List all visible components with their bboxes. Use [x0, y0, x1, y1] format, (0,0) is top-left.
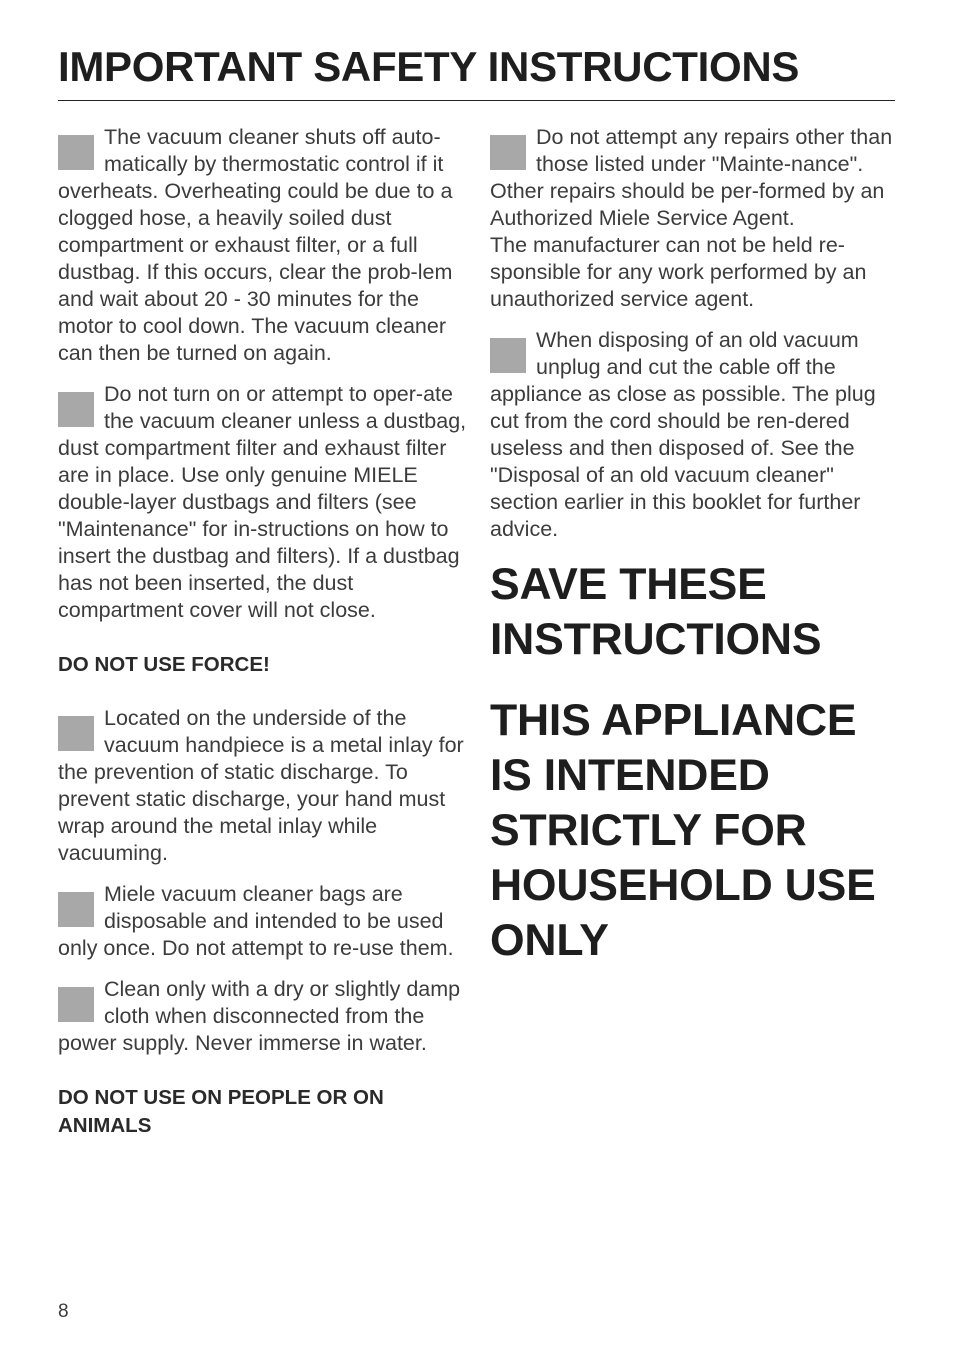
bullet-square-icon	[490, 338, 526, 373]
safety-item-repairs	[490, 124, 900, 313]
bullet-square-icon	[490, 135, 526, 170]
safety-text: Miele vacuum cleaner bags are disposable and intended to be used only once. Do not attempt to re-use them.	[58, 882, 454, 960]
safety-item-thermostat	[58, 124, 468, 367]
bullet-square-icon	[58, 987, 94, 1022]
right-column	[490, 124, 900, 968]
subheading-no-people: DO NOT USE ON PEOPLE OR ON ANIMALS	[58, 1086, 384, 1137]
safety-item-disposal	[490, 327, 900, 543]
safety-item-cleaning	[58, 976, 468, 1057]
left-column	[58, 124, 468, 1166]
safety-item-bags	[58, 881, 468, 962]
safety-text: Do not turn on or attempt to oper-ate the vacuum cleaner unless a dustbag, dust compartment filter and exhaust filter are in place. Use only genuine MIELE double-layer dustbags and filters (see "Maintenance" for in-structions on how to insert the dustbag and filters). If a dustbag has not been inserted, the dust compartment cover will not close.	[58, 382, 467, 622]
bullet-square-icon	[58, 892, 94, 927]
page-number: 8	[58, 1301, 69, 1322]
bullet-square-icon	[58, 135, 94, 170]
safety-text: Located on the underside of the vacuum handpiece is a metal inlay for the prevention of static discharge. To prevent static discharge, your hand must wrap around the metal inlay while vacuuming.	[58, 706, 464, 865]
heading-save-instructions: SAVE THESE INSTRUCTIONS	[490, 560, 822, 664]
page-title: IMPORTANT SAFETY INSTRUCTIONS	[58, 43, 800, 90]
bullet-square-icon	[58, 392, 94, 427]
safety-item-static	[58, 705, 468, 867]
safety-text: The manufacturer can not be held re-sponsible for any work performed by an unauthorized service agent.	[490, 233, 867, 311]
bullet-square-icon	[58, 716, 94, 751]
subheading-no-force: DO NOT USE FORCE!	[58, 653, 270, 676]
safety-text: Do not attempt any repairs other than those listed under "Mainte-nance". Other repairs should be per-formed by an Authorized Miele Service Agent.	[490, 125, 893, 230]
title-divider	[58, 100, 895, 101]
safety-text: Clean only with a dry or slightly damp cloth when disconnected from the power supply. Never immerse in water.	[58, 977, 461, 1055]
heading-household-use: THIS APPLIANCE IS INTENDED STRICTLY FOR HOUSEHOLD USE ONLY	[490, 696, 876, 965]
safety-item-filters	[58, 381, 468, 624]
safety-text: When disposing of an old vacuum unplug and cut the cable off the appliance as close as possible. The plug cut from the cord should be ren-dered useless and then disposed of. See the "Disposal of an old vacuum cleaner" section earlier in this booklet for further advice.	[490, 328, 876, 541]
safety-text: The vacuum cleaner shuts off auto-matically by thermostatic control if it overheats. Overheating could be due to a clogged hose, a heavily soiled dust compartment or exhaust filter, or a full dustbag. If this occurs, clear the prob-lem and wait about 20 - 30 minutes for the motor to cool down. The vacuum cleaner can then be turned on again.	[58, 125, 453, 365]
